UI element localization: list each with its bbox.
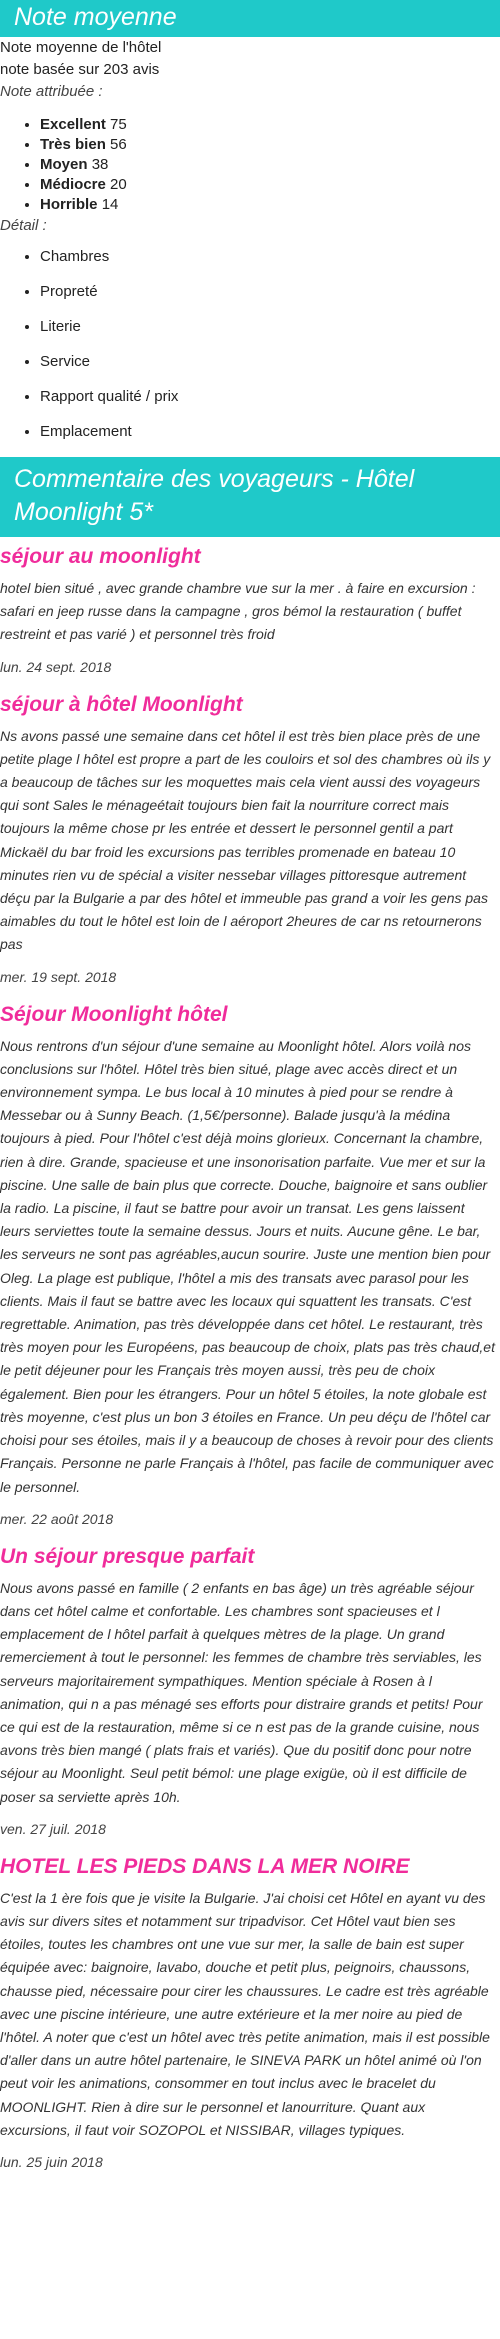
rating-item (40, 115, 500, 135)
rating-item (40, 175, 500, 195)
detail-item: • Emplacement (40, 422, 500, 442)
detail-item: • Rapport qualité / prix (40, 387, 500, 407)
review-body: Nous avons passé en famille ( 2 enfants en bas âge) un très agréable séjour dans cet hôtel calme et confortable. Les chambres sont spacieuses et l emplacement de l hôtel parfait à quelques mètres de la plage. Un grand remerciement à tout le personnel: les femmes de chambre très serviables, les serveurs majoritairement sympathiques. Mention spéciale à Rosen à l animation, qui n a pas ménagé ses efforts pour distraire grands et petits! Pour ce qui est de la restauration, même si ce n est pas de la grande cuisine, nous avons très bien mangé ( plats frais et variés). Que du positif donc pour notre séjour au Moonlight. Seul petit bémol: une plage exigüe, où il est difficile de poser sa serviette après 10h. (0, 1579, 483, 1805)
review-body: C'est la 1 ère fois que je visite la Bulgarie. J'ai choisi cet Hôtel en ayant vu des avis sur divers sites et notamment sur tripadvisor. Cet Hôtel vaut bien ses étoiles, toutes les chambres ont une vue sur mer, la salle de bain est super équipée avec: baignoire, lavabo, douche et petit plus, peignoirs, chaussons, chausse pied, nécessaire pour cirer les chaussures. Le cadre est très agréable avec une piscine intérieure, une autre extérieure et la mer noire au pied de l'hôtel. A noter que c'est un hôtel avec très petite animation, mais il est possible d'aller dans un autre hôtel partenaire, le SINEVA PARK un hôtel animé où l'on peut voir les animations, consommer en tout inclus avec le bracelet du MOONLIGHT. Rien à dire sur le personnel et lanourriture. Quant aux excursions, il faut voir SOZOPOL et NISSIBAR, villages typiques. (0, 1889, 490, 2138)
review-date: mer. 19 sept. 2018 (0, 968, 117, 985)
note-intro: Note moyenne de l'hôtel (0, 39, 162, 56)
note-header: Note moyenne (0, 0, 500, 37)
detail-item: • Propreté (40, 282, 500, 302)
review-title: Séjour Moonlight hôtel (0, 1002, 228, 1026)
detail-item: • Literie (40, 317, 500, 337)
ratings-list (0, 115, 500, 215)
comments-header: Commentaire des voyageurs - Hôtel Moonlight 5* (0, 457, 500, 537)
review (0, 537, 500, 675)
review-date: lun. 24 sept. 2018 (0, 658, 112, 675)
comments-section (0, 457, 500, 2170)
rating-label: Moyen (40, 156, 88, 173)
note-section (0, 0, 500, 442)
ratings-label: Note attribuée : (0, 83, 103, 100)
review (0, 1537, 500, 1837)
rating-label: Excellent (40, 116, 106, 133)
rating-label: Horrible (40, 196, 98, 213)
rating-value: 14 (101, 196, 119, 213)
rating-label: Très bien (40, 136, 106, 153)
rating-value: 20 (110, 176, 127, 193)
review-body: Nous rentrons d'un séjour d'une semaine au Moonlight hôtel. Alors voilà nos conclusions sur l'hôtel. Hôtel très bien situé, plage avec accès direct et un environnement sympa. Le bus local à 10 minutes à pied pour se rendre à Messebar ou à Sunny Beach. (1,5€/personne). Balade jusqu'à la médina toujours à pied. Pour l'hôtel c'est déjà moins glorieux. Concernant la chambre, rien à dire. Grande, spacieuse et une insonorisation parfaite. Vue mer et sur la piscine. Une salle de bain plus que correcte. Douche, baignoire et sans oublier la radio. La piscine, il faut se battre pour avoir un transat. Les gens laissent leurs serviettes toute la semaine dessus. Jours et nuits. Aucune gêne. Le bar, les serveurs ne sont pas agréables,aucun sourire. Juste une mention bien pour Oleg. La plage est publique, l'hôtel a mis des transats avec parasol pour les clients. Mais il faut se battre avec les locaux qui squattent les transats. C'est regrettable. Animation, pas très développée dans cet hôtel. Le restaurant, très très moyen pour les Européens, pas beaucoup de choix, plats pas très chaud,et le petit déjeuner pour les Français très moyen aussi, très peu de choix également. Bien pour les étrangers. Pour un hôtel 5 étoiles, la note globale est très moyenne, c'est plus un bon 3 étoiles en France. Un peu déçu de l'hôtel car choisi pour ses étoiles, mais il y a beaucoup de choses à revoir pour des clients Français. Personne ne parle Français à l'hôtel, pas facile de communiquer avec le personnel. (0, 1037, 495, 1495)
review-date: lun. 25 juin 2018 (0, 2153, 103, 2170)
rating-value: 75 (110, 116, 127, 133)
review-title: séjour à hôtel Moonlight (0, 692, 243, 716)
rating-value: 56 (110, 136, 127, 153)
rating-value: 38 (91, 156, 109, 173)
rating-item (40, 155, 500, 175)
review-title: HOTEL LES PIEDS DANS LA MER NOIRE (0, 1854, 410, 1878)
detail-label: Détail : (0, 217, 47, 234)
review-date: mer. 22 août 2018 (0, 1510, 114, 1527)
review-body: hotel bien situé , avec grande chambre vue sur la mer . à faire en excursion : safari en jeep russe dans la campagne , gros bémol la restauration ( buffet restreint et pas varié ) et personnel très froid (0, 580, 476, 643)
detail-item: • Service (40, 352, 500, 372)
review (0, 1847, 500, 2170)
review (0, 685, 500, 985)
review-title: séjour au moonlight (0, 545, 201, 568)
detail-item: • Chambres (40, 247, 500, 267)
rating-item (40, 135, 500, 155)
review-body: Ns avons passé une semaine dans cet hôtel il est très bien place près de une petite plage l hôtel est propre a part de les couloirs et sol des chambres où ils y a beaucoup de tâches sur les moquettes mais cela vient aussi des voyageurs qui sont Sales le ménageétait toujours bien fait la nourriture correct mais toujours la même chose pr les entrée et dessert le personnel gentil a part Mickaël du bar froid les excursions pas terribles promenade en bateau 10 minutes rien vu de spécial a visiter nessebar villages pittoresque autrement déçu par la Bulgarie a par des hôtel et immeuble pas grand a voir les gens pas aimables du tout le hôtel est loin de l aéroport 2heures de car ns retournerons pas (0, 727, 491, 953)
review (0, 995, 500, 1527)
review-count: note basée sur 203 avis (0, 61, 160, 78)
review-title: Un séjour presque parfait (0, 1544, 255, 1568)
details-list (0, 247, 500, 442)
rating-item (40, 195, 500, 215)
review-date: ven. 27 juil. 2018 (0, 1820, 106, 1837)
rating-label: Médiocre (40, 176, 106, 193)
